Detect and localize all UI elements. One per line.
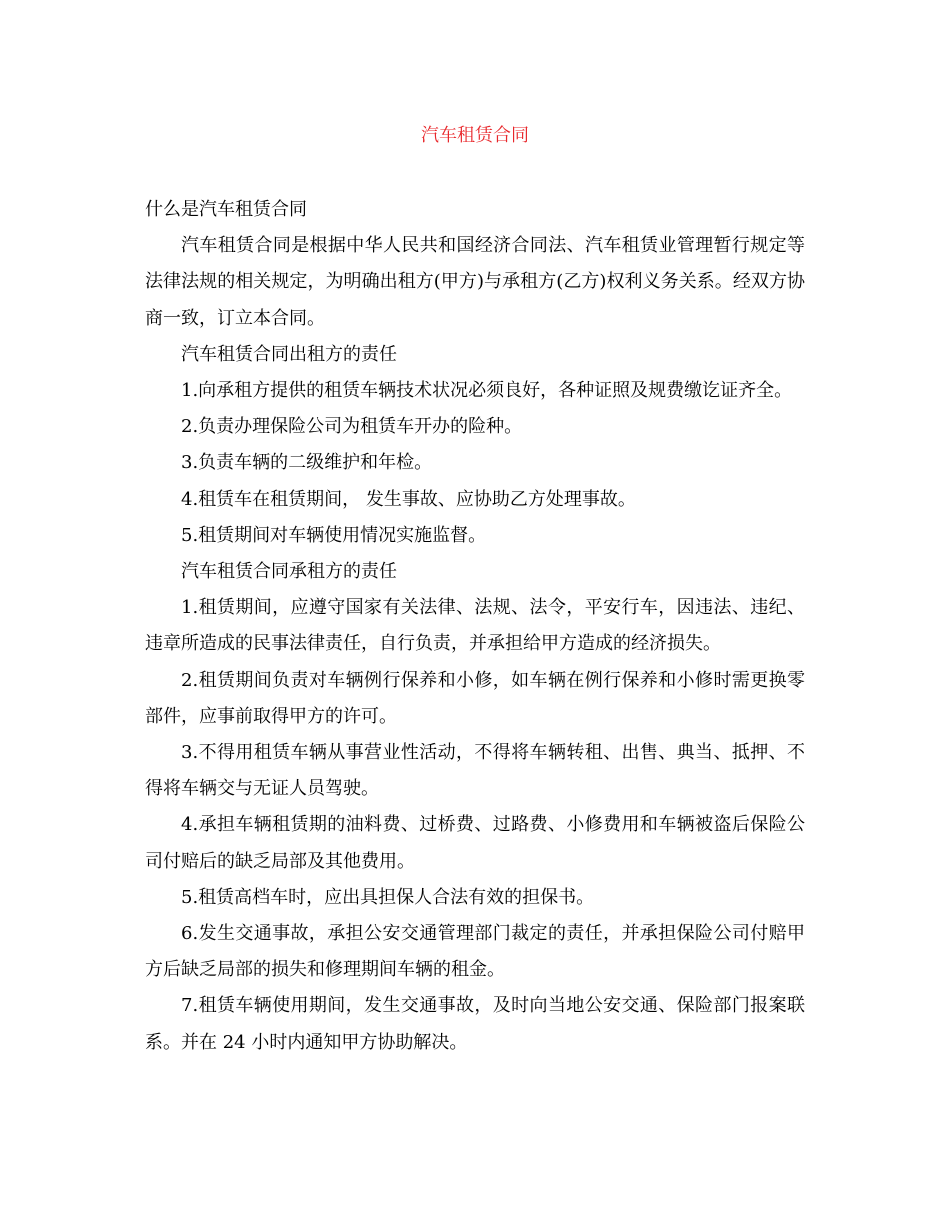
paragraph: 什么是汽车租赁合同 (145, 199, 307, 220)
section-heading: 汽车租赁合同承租方的责任 (181, 561, 397, 583)
list-item: 6.发生交通事故，承担公安交通管理部门裁定的责任，并承担保险公司付赔甲方后缺乏局部的损失和修理期间车辆的租金。 (145, 923, 805, 981)
section-heading: 汽车租赁合同出租方的责任 (181, 343, 397, 365)
document-title: 汽车租赁合同 (421, 125, 529, 146)
list-item: 3.负责车辆的二级维护和年检。 (181, 452, 433, 474)
list-item: 2.租赁期间负责对车辆例行保养和小修，如车辆在例行保养和小修时需更换零部件，应事前取得甲方的许可。 (145, 669, 805, 727)
list-item: 1.租赁期间，应遵守国家有关法律、法规、法令，平安行车，因违法、违纪、违章所造成的民事法律责任，自行负责，并承担给甲方造成的经济损失。 (145, 597, 805, 655)
list-item: 4.租赁车在租赁期间， 发生事故、应协助乙方处理事故。 (181, 488, 636, 510)
list-item: 1.向承租方提供的租赁车辆技术状况必须良好，各种证照及规费缴讫证齐全。 (181, 380, 793, 402)
list-item: 3.不得用租赁车辆从事营业性活动，不得将车辆转租、出售、典当、抵押、不得将车辆交与无证人员驾驶。 (145, 742, 805, 800)
list-item: 5.租赁期间对车辆使用情况实施监督。 (181, 524, 487, 546)
list-item: 2.负责办理保险公司为租赁车开办的险种。 (181, 416, 523, 438)
paragraph: 汽车租赁合同是根据中华人民共和国经济合同法、汽车租赁业管理暂行规定等法律法规的相关规定，为明确出租方(甲方)与承租方(乙方)权利义务关系。经双方协商一致，订立本合同。 (145, 235, 805, 329)
document-body (145, 192, 805, 1061)
list-item: 5.租赁高档车时，应出具担保人合法有效的担保书。 (181, 886, 595, 908)
list-item: 7.租赁车辆使用期间，发生交通事故，及时向当地公安交通、保险部门报案联系。并在 24 小时内通知甲方协助解决。 (145, 995, 805, 1053)
list-item: 4.承担车辆租赁期的油料费、过桥费、过路费、小修费用和车辆被盗后保险公司付赔后的缺乏局部及其他费用。 (145, 814, 805, 872)
